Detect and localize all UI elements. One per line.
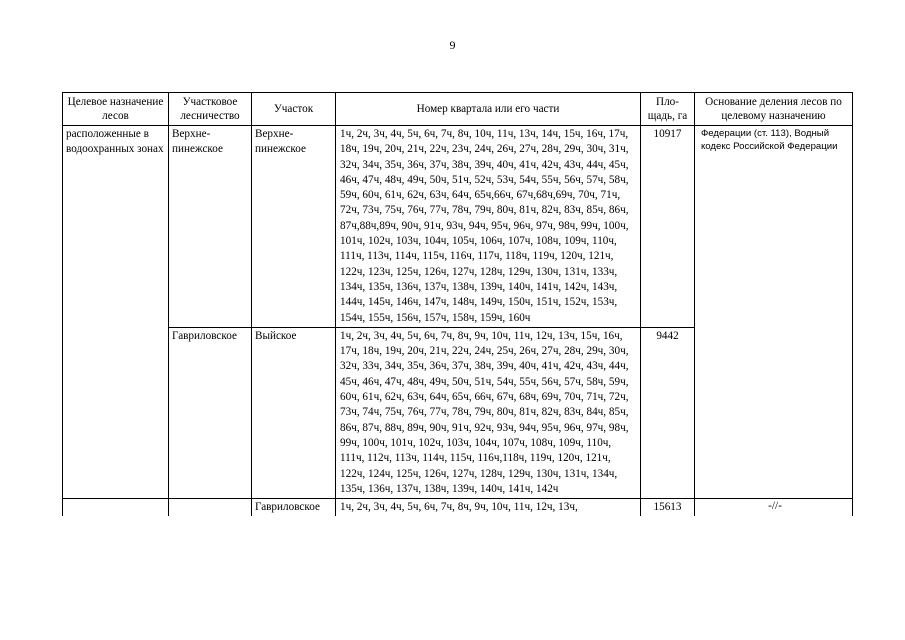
cell-site: Выйское (252, 327, 336, 498)
cell-quarters: 1ч, 2ч, 3ч, 4ч, 5ч, 6ч, 7ч, 8ч, 9ч, 10ч, 11ч, 12ч, 13ч, 15ч, 16ч, 17ч, 18ч, 19ч, 20ч, 21ч, 22ч, 24ч, 25ч, 26ч, 27ч, 28ч, 29ч, 30ч, 32ч, 33ч, 34ч, 35ч, 36ч, 37ч, 38ч, 39ч, 40ч, 41ч, 42ч, 43ч, 44ч, 45ч, 46ч, 47ч, 48ч, 49ч, 50ч, 51ч, 54ч, 55ч, 56ч, 57ч, 58ч, 59ч, 60ч, 61ч, 62ч, 63ч, 64ч, 65ч, 66ч, 67ч, 68ч, 69ч, 70ч, 71ч, 72ч, 73ч, 74ч, 75ч, 76ч, 77ч, 78ч, 79ч, 80ч, 81ч, 82ч, 83ч, 84ч, 85ч, 86ч, 87ч, 88ч, 89ч, 90ч, 91ч, 92ч, 93ч, 94ч, 95ч, 96ч, 97ч, 98ч, 99ч, 100ч, 101ч, 102ч, 103ч, 104ч, 107ч, 108ч, 109ч, 110ч, 111ч, 112ч, 113ч, 114ч, 115ч, 116ч,118ч, 119ч, 120ч, 121ч, 122ч, 124ч, 125ч, 126ч, 127ч, 128ч, 129ч, 130ч, 131ч, 134ч, 135ч, 136ч, 137ч, 138ч, 139ч, 140ч, 141ч, 142ч (336, 327, 641, 498)
cell-forestry: Верхне-пинежское (169, 126, 252, 328)
cell-quarters: 1ч, 2ч, 3ч, 4ч, 5ч, 6ч, 7ч, 8ч, 10ч, 11ч, 13ч, 14ч, 15ч, 16ч, 17ч, 18ч, 19ч, 20ч, 21ч, 22ч, 23ч, 24ч, 26ч, 27ч, 28ч, 29ч, 30ч, 31ч, 32ч, 34ч, 35ч, 36ч, 37ч, 38ч, 39ч, 40ч, 41ч, 42ч, 43ч, 44ч, 45ч, 46ч, 47ч, 48ч, 49ч, 50ч, 51ч, 52ч, 53ч, 54ч, 55ч, 56ч, 57ч, 58ч, 59ч, 60ч, 61ч, 62ч, 63ч, 64ч, 65ч,66ч, 67ч,68ч,69ч, 70ч, 71ч, 72ч, 73ч, 75ч, 76ч, 77ч, 78ч, 79ч, 80ч, 81ч, 82ч, 83ч, 85ч, 86ч, 87ч,88ч,89ч, 90ч, 91ч, 93ч, 94ч, 95ч, 96ч, 97ч, 98ч, 99ч, 100ч, 101ч, 102ч, 103ч, 104ч, 105ч, 106ч, 107ч, 108ч, 109ч, 110ч, 111ч, 113ч, 114ч, 115ч, 116ч, 117ч, 118ч, 119ч, 120ч, 121ч, 122ч, 123ч, 125ч, 126ч, 127ч, 128ч, 129ч, 130ч, 131ч, 133ч, 134ч, 135ч, 136ч, 137ч, 138ч, 139ч, 140ч, 141ч, 142ч, 143ч, 144ч, 145ч, 146ч, 147ч, 148ч, 149ч, 150ч, 151ч, 152ч, 153ч, 154ч, 155ч, 156ч, 157ч, 158ч, 159ч, 160ч (336, 126, 641, 328)
cell-purpose: расположенные в водоохранных зонах (63, 126, 169, 499)
cell-site: Верхне-пинежское (252, 126, 336, 328)
cell-basis: -//- (695, 499, 853, 517)
table-header-row (63, 93, 853, 126)
cell-purpose-empty (63, 499, 169, 517)
header-basis: Основание деления лесов по целевому назначению (695, 93, 853, 126)
cell-area: 9442 (641, 327, 695, 498)
cell-forestry: Гавриловское (169, 327, 252, 498)
header-purpose: Целевое назначение лесов (63, 93, 169, 126)
cell-basis: Федерации (ст. 113), Водный кодекс Российской Федерации (695, 126, 853, 499)
header-quarters: Номер квартала или его части (336, 93, 641, 126)
cell-forestry-empty (169, 499, 252, 517)
cell-area: 10917 (641, 126, 695, 328)
header-forestry: Участковое лесничество (169, 93, 252, 126)
table-row (63, 499, 853, 517)
cell-site: Гавриловское (252, 499, 336, 517)
forest-purpose-table (62, 92, 853, 516)
header-site: Участок (252, 93, 336, 126)
table-row (63, 126, 853, 328)
cell-quarters: 1ч, 2ч, 3ч, 4ч, 5ч, 6ч, 7ч, 8ч, 9ч, 10ч, 11ч, 12ч, 13ч, (336, 499, 641, 517)
cell-area: 15613 (641, 499, 695, 517)
page-number: 9 (449, 38, 456, 52)
header-area: Пло-щадь, га (641, 93, 695, 126)
